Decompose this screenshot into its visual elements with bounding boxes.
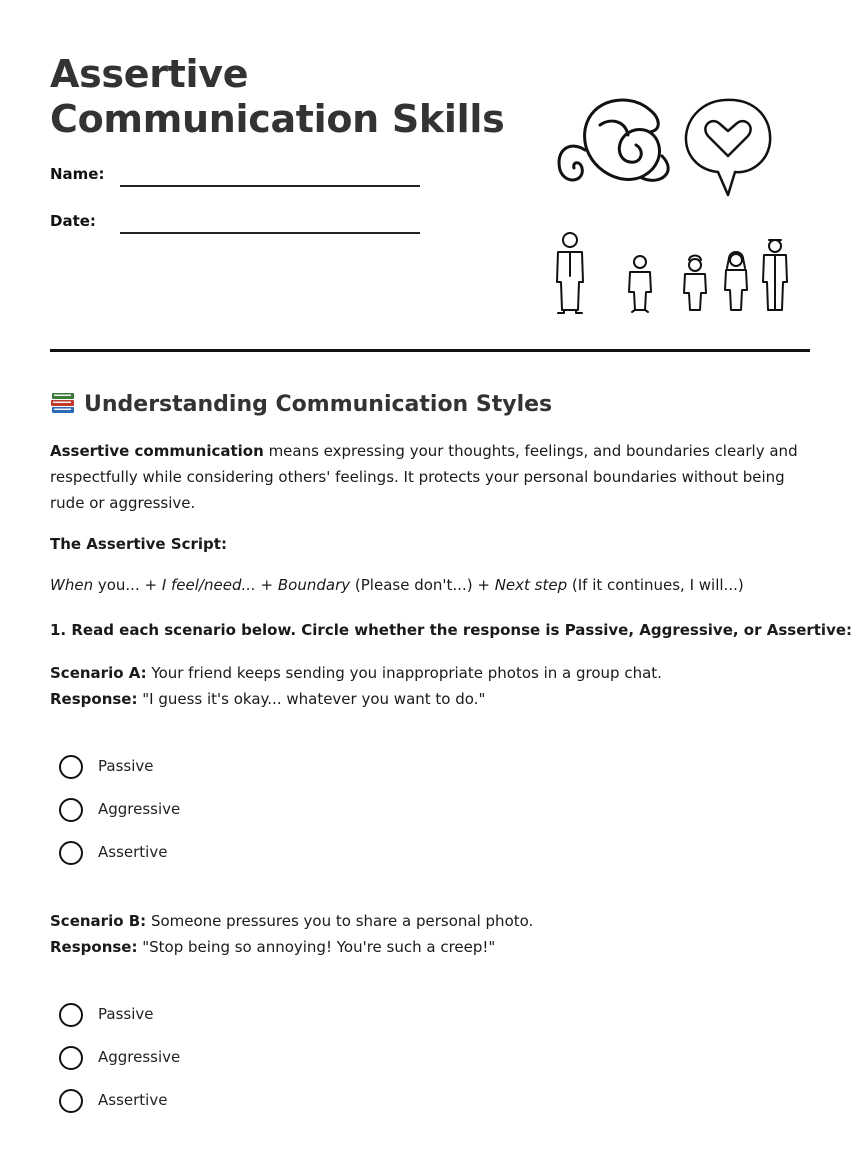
scenario-b <box>50 908 810 960</box>
radio-circle[interactable] <box>59 1089 83 1113</box>
adult-figure-icon <box>557 233 583 313</box>
script-next-rest: (If it continues, I will...) <box>567 576 744 594</box>
script-when: When <box>50 576 94 594</box>
title-line-2: Communication Skills <box>50 97 505 141</box>
intro-bold: Assertive communication <box>50 442 264 460</box>
swirl-icon <box>559 100 668 180</box>
title-line-1: Assertive <box>50 52 249 96</box>
option-label: Passive <box>98 1005 154 1023</box>
response-label: Response: <box>50 938 138 956</box>
option-aggressive[interactable] <box>59 797 359 840</box>
option-aggressive[interactable] <box>59 1045 359 1088</box>
script-feel: I feel/need... <box>161 576 256 594</box>
radio-circle[interactable] <box>59 755 83 779</box>
name-input-line[interactable] <box>120 185 420 187</box>
name-field[interactable] <box>50 165 430 195</box>
illustration <box>550 90 810 325</box>
scenario-label: Scenario A: <box>50 664 147 682</box>
option-passive[interactable] <box>59 1002 359 1045</box>
heart-speech-bubble-icon <box>686 100 770 195</box>
script-line <box>50 576 744 594</box>
script-boundary: Boundary <box>277 576 351 594</box>
option-label: Passive <box>98 757 154 775</box>
scenario-b-options <box>59 1002 359 1131</box>
radio-circle[interactable] <box>59 798 83 822</box>
date-label: Date: <box>50 212 96 230</box>
adult-figure-icon <box>763 240 787 310</box>
option-label: Assertive <box>98 843 168 861</box>
script-when-rest: you... + <box>93 576 162 594</box>
script-boundary-rest: (Please don't...) + <box>350 576 495 594</box>
page-title <box>50 52 520 142</box>
books-icon <box>50 389 76 415</box>
script-title: The Assertive Script: <box>50 535 227 553</box>
girl-figure-icon <box>725 252 747 310</box>
option-label: Assertive <box>98 1091 168 1109</box>
radio-circle[interactable] <box>59 841 83 865</box>
option-assertive[interactable] <box>59 1088 359 1131</box>
script-plus: + <box>255 576 278 594</box>
section-title-text: Understanding Communication Styles <box>84 392 553 417</box>
scenario-a-options <box>59 754 359 883</box>
scenario-text: Your friend keeps sending you inappropriate photos in a group chat. <box>146 664 662 682</box>
response-label: Response: <box>50 690 138 708</box>
radio-circle[interactable] <box>59 1003 83 1027</box>
scenario-a <box>50 660 810 712</box>
name-label: Name: <box>50 165 105 183</box>
section-title <box>50 389 552 417</box>
date-input-line[interactable] <box>120 232 420 234</box>
intro-paragraph <box>50 438 810 516</box>
radio-circle[interactable] <box>59 1046 83 1070</box>
response-text: "I guess it's okay... whatever you want to do." <box>137 690 486 708</box>
date-field[interactable] <box>50 212 430 242</box>
child-figure-icon <box>629 256 651 312</box>
option-passive[interactable] <box>59 754 359 797</box>
response-text: "Stop being so annoying! You're such a creep!" <box>137 938 496 956</box>
option-assertive[interactable] <box>59 840 359 883</box>
scenario-label: Scenario B: <box>50 912 147 930</box>
script-next: Next step <box>494 576 568 594</box>
option-label: Aggressive <box>98 1048 181 1066</box>
question-1: 1. Read each scenario below. Circle whether the response is Passive, Aggressive, or Assertive: <box>50 621 853 639</box>
divider <box>50 349 810 352</box>
girl-figure-icon <box>684 256 706 311</box>
scenario-text: Someone pressures you to share a personal photo. <box>146 912 534 930</box>
option-label: Aggressive <box>98 800 181 818</box>
intro-text: means expressing your thoughts, feelings, and boundaries clearly and respectfully while considering others' feelings. It protects your personal boundaries without being rude or aggressive. <box>50 442 798 512</box>
